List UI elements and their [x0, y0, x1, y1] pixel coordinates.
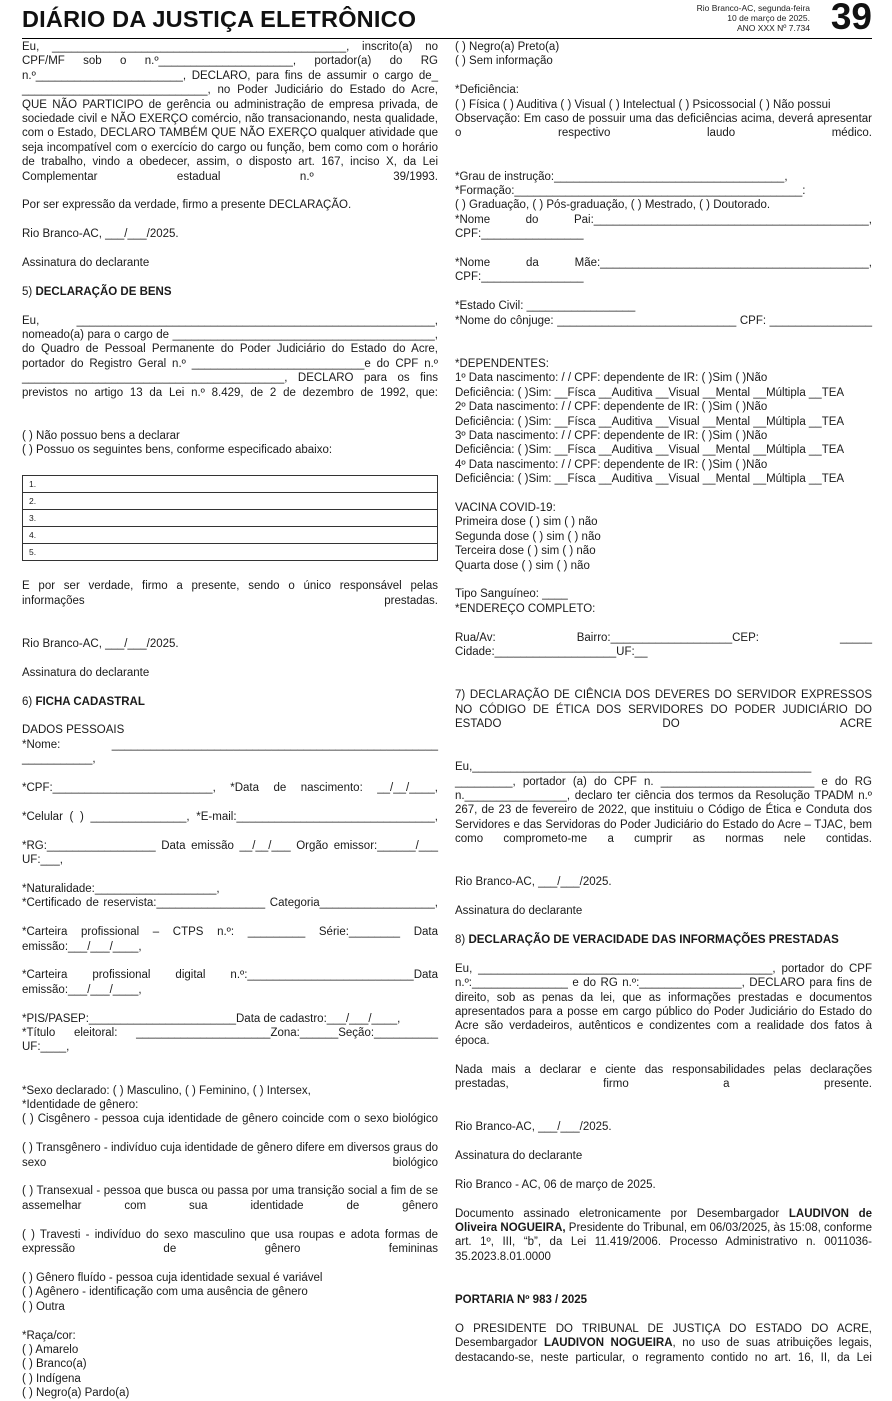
list-item: Terceira dose ( ) sim ( ) não: [455, 545, 596, 558]
portaria-title: PORTARIA Nº 983 / 2025: [455, 1294, 588, 1307]
document-date: Rio Branco - AC, 06 de março de 2025.: [455, 1178, 656, 1191]
list-item: Deficiência: ( )Sim: __Físca __Auditiva __Visual __Mental __Múltipla __TEA: [455, 386, 845, 399]
list-item: Segunda dose ( ) sim ( ) não: [455, 530, 601, 543]
list-item: ( ) Cisgênero - pessoa cuja identidade de gênero coincide com o sexo biológico: [22, 1113, 438, 1126]
section-number: 5): [22, 285, 33, 298]
field-carteira-digital: *Carteira profissional digital n.º:__________________________Data emissão:___/___/____,: [22, 969, 438, 996]
list-item: 1º Data nascimento: / / CPF: dependente de IR: ( )Sim ( )Não: [455, 372, 768, 385]
note-text: O PRESIDENTE DO TRIBUNAL DE JUSTIÇA DO ESTADO DO ACRE, Desembargador: [455, 1322, 872, 1350]
signature-label: Assinatura do declarante: [455, 1150, 583, 1163]
note-text: , no uso de suas atribuições legais, destacando-se, neste particular, o regramento contido no art. 16, II, da Lei: [455, 1337, 873, 1364]
table-row: [23, 544, 438, 561]
section-title: FICHA CADASTRAL: [35, 695, 145, 708]
issue-date: 10 de março de 2025.: [727, 13, 810, 23]
list-item: ( ) Outra: [22, 1300, 65, 1313]
left-column: [22, 40, 438, 1401]
table-row: [23, 510, 438, 527]
list-item: ( ) Travesti - indivíduo do sexo masculino que usa roupas e adota formas de expressão de gênero femininas: [22, 1228, 438, 1256]
note-text: Documento assinado eletronicamente por Desembargador: [455, 1207, 789, 1220]
field-nome-pai: *Nome do Pai:___________________________________________, CPF:________________: [455, 213, 872, 241]
section-title: DECLARAÇÃO DE BENS: [35, 285, 172, 298]
signature-label: Assinatura do declarante: [22, 666, 150, 679]
journal-title: DIÁRIO DA JUSTIÇA ELETRÔNICO: [22, 6, 417, 32]
list-item: Deficiência: ( )Sim: __Físca __Auditiva __Visual __Mental __Múltipla __TEA: [455, 444, 845, 457]
field-nome: *Nome: ___________________________________________________ ___________,: [22, 738, 438, 766]
deficiencia-options: ( ) Física ( ) Auditiva ( ) Visual ( ) Intelectual ( ) Psicossocial ( ) Não possui: [455, 98, 831, 111]
list-item: ( ) Negro(a) Pardo(a): [22, 1387, 130, 1400]
section-title: DECLARAÇÃO DE VERACIDADE DAS INFORMAÇÕES PRESTADAS: [468, 934, 839, 947]
option-has-assets: ( ) Possuo os seguintes bens, conforme especificado abaixo:: [22, 444, 333, 457]
bens-closing: E por ser verdade, firmo a presente, sendo o único responsável pelas informações prestadas.: [22, 580, 438, 607]
date-line: Rio Branco-AC, ___/___/2025.: [22, 228, 179, 241]
field-vacina: VACINA COVID-19:: [455, 501, 556, 514]
signer-name: LAUDIVON NOGUEIRA: [543, 1337, 673, 1350]
field-rua: Rua/Av: Bairro:___________________CEP: _____ Cidade:___________________UF:__: [455, 631, 872, 658]
field-titulo: *Título eleitoral: _____________________Zona:______Seção:__________ UF:____,: [22, 1027, 438, 1054]
field-formacao: *Formação:_____________________________________________:: [455, 185, 806, 198]
list-item: Quarta dose ( ) sim ( ) não: [455, 559, 590, 572]
field-tipo-sanguineo: Tipo Sanguíneo: ____: [455, 588, 568, 601]
table-cell: 5.: [23, 544, 438, 561]
list-item: ( ) Agênero - identificação com uma ausência de gênero: [22, 1286, 308, 1299]
list-item: ( ) Sem informação: [455, 55, 553, 68]
list-item: Deficiência: ( )Sim: __Físca __Auditiva __Visual __Mental __Múltipla __TEA: [455, 415, 845, 428]
bens-declaration-text: Eu, ________________________________________________________, nomeado(a) para o cargo de _________________________________________, do Quadro de Pessoal Permanente do Poder Judiciário do Estado do Acre, portador do Registro Geral n.º ___________________________e do CPF n.º _________________________________________, DECLARO para os fins previstos no artigo 13 da Lei n.º 8.429, de 2 de dezembro de 1992, que:: [22, 314, 438, 399]
issue-date-line: Rio Branco-AC, segunda-feira: [696, 3, 810, 13]
portaria-text: [455, 1322, 872, 1380]
field-naturalidade: *Naturalidade:___________________,: [22, 882, 220, 895]
field-estado-civil: *Estado Civil: _________________: [455, 300, 636, 313]
field-nome-mae: *Nome da Mãe:__________________________________________, CPF:________________: [455, 257, 872, 284]
section-5-heading: [22, 285, 438, 299]
list-item: ( ) Transexual - pessoa que busca ou passa por uma transição social a fim de se assemelhar com sua identidade de gênero: [22, 1185, 438, 1212]
field-celular: *Celular ( ) _______________, *E-mail:_______________________________,: [22, 810, 438, 823]
right-column: [455, 40, 872, 1380]
section-number: 6): [22, 695, 33, 708]
date-line: Rio Branco-AC, ___/___/2025.: [22, 638, 179, 651]
deficiencia-note: Observação: Em caso de possuir uma das deficiências acima, deverá apresentar o respectivo laudo médico.: [455, 113, 872, 140]
table-cell: 3.: [23, 510, 438, 527]
table-row: [23, 527, 438, 544]
field-raca: *Raça/cor:: [22, 1329, 76, 1342]
field-cpf: *CPF:_________________________, *Data de nascimento: __/__/____,: [22, 782, 438, 795]
date-line: Rio Branco-AC, ___/___/2025.: [455, 876, 612, 889]
date-line: Rio Branco-AC, ___/___/2025.: [455, 1121, 612, 1134]
field-deficiencia: *Deficiência:: [455, 84, 519, 97]
field-grau-instrucao: *Grau de instrução:____________________________________,: [455, 170, 788, 183]
formacao-options: ( ) Graduação, ( ) Pós-graduação, ( ) Mestrado, ( ) Doutorado.: [455, 199, 771, 212]
field-identidade: *Identidade de gênero:: [22, 1099, 139, 1112]
field-dependentes: *DEPENDENTES:: [455, 357, 549, 370]
etica-declaration-text: Eu,_____________________________________________________ _________, portador (a) do CPF n. ________________________ e do RG n.________________, declaro ter ciência dos termos da Resolução TPADM n.º 267, de 23 de fevereiro de 2022, que instituiu o Código de Ética e Conduta dos Servidores e das Servidoras do Poder Judiciário do Estado do Acre – TJAC, bem como comprometo-me a cumprir as normas nele contidas.: [455, 761, 872, 846]
table-cell: 2.: [23, 493, 438, 510]
table-cell: 4.: [23, 527, 438, 544]
list-item: ( ) Negro(a) Preto(a): [455, 41, 560, 53]
section-7-heading: 7) DECLARAÇÃO DE CIÊNCIA DOS DEVERES DO SERVIDOR EXPRESSOS NO CÓDIGO DE ÉTICA DOS SERVIDORES DO PODER JUDICIÁRIO DO ESTADO DO ACRE: [455, 689, 872, 730]
electronic-signature-note: [455, 1207, 872, 1279]
list-item: ( ) Branco(a): [22, 1358, 87, 1371]
veracidade-closing: Nada mais a declarar e ciente das responsabilidades pelas declarações prestadas, firmo a presente.: [455, 1063, 872, 1091]
assets-table: [22, 475, 438, 561]
declaration-text: Eu, ______________________________________________, inscrito(a) no CPF/MF sob o n.º_____________________, portador(a) do RG n.º_______________________, DECLARO, para fins de assumir o cargo de_ _____________________________, no Poder Judiciário do Estado do Acre, QUE NÃO PARTICIPO de gerência ou administração de empresa privada, de sociedade civil e NÃO EXERÇO comércio, não transacionando, nesta qualidade, com o Estado, DECLARO TAMBÉM QUE NÃO EXERÇO qualquer atividade que seja incompatível com o exercício do cargo ou função, bem como com o horário de trabalho, vindo a obedecer, assim, o disposto art. 167, inciso X, da Lei Complementar estadual n.º 39/1993.: [22, 41, 438, 183]
field-reservista: *Certificado de reservista:_________________ Categoria__________________,: [22, 897, 438, 910]
list-item: Deficiência: ( )Sim: __Físca __Auditiva __Visual __Mental __Múltipla __TEA: [455, 473, 845, 486]
issue-info: [697, 3, 810, 33]
section-8-heading: [455, 933, 872, 947]
page-header: [22, 0, 872, 39]
veracidade-text: Eu, ______________________________________________, portador do CPF n.º:_______________ e do RG n.º:________________, DECLARO para fins de direito, sob as penas da lei, que as informações prestadas e documentos apresentados para a posse em cargo público do Poder Judiciário do Estado do Acre são verdadeiros, autênticos e condizentes com a realidade dos fatos à época.: [455, 962, 872, 1047]
list-item: ( ) Gênero fluído - pessoa cuja identidade sexual é variável: [22, 1271, 323, 1284]
list-item: ( ) Transgênero - indivíduo cuja identidade de gênero difere em diversos graus do sexo biológico: [22, 1142, 438, 1169]
subsection-label: DADOS PESSOAIS: [22, 724, 125, 737]
list-item: 4º Data nascimento: / / CPF: dependente de IR: ( )Sim ( )Não: [455, 458, 768, 471]
field-sexo: *Sexo declarado: ( ) Masculino, ( ) Feminino, ( ) Intersex,: [22, 1084, 311, 1097]
section-6-heading: [22, 695, 438, 709]
field-rg: *RG:_________________ Data emissão __/__/___ Orgão emissor:______/___ UF:___,: [22, 839, 438, 867]
list-item: 3º Data nascimento: / / CPF: dependente de IR: ( )Sim ( )Não: [455, 429, 768, 442]
list-item: ( ) Indígena: [22, 1372, 81, 1385]
field-pis: *PIS/PASEP:_______________________Data de cadastro:___/___/____,: [22, 1012, 401, 1025]
field-conjuge: *Nome do cônjuge: ____________________________ CPF: ________________: [455, 314, 872, 327]
field-endereco: *ENDEREÇO COMPLETO:: [455, 602, 596, 615]
section-number: 8): [455, 934, 466, 947]
declaration-closing: Por ser expressão da verdade, firmo a presente DECLARAÇÃO.: [22, 199, 352, 212]
list-item: 2º Data nascimento: / / CPF: dependente de IR: ( )Sim ( )Não: [455, 401, 768, 414]
signature-label: Assinatura do declarante: [22, 257, 150, 270]
list-item: Primeira dose ( ) sim ( ) não: [455, 516, 598, 529]
option-no-assets: ( ) Não possuo bens a declarar: [22, 429, 180, 442]
table-row: [23, 493, 438, 510]
signature-label: Assinatura do declarante: [455, 905, 583, 918]
signer-name: LAUDIVON de Oliveira NOGUEIRA,: [455, 1207, 872, 1235]
issue-number: ANO XXX Nº 7.734: [736, 23, 810, 33]
table-row: [23, 476, 438, 493]
list-item: ( ) Amarelo: [22, 1343, 79, 1356]
note-text: Presidente do Tribunal, em 06/03/2025, às 15:08, conforme art. 1º, III, “b”, da Lei 11.419/2006. Processo Administrativo n. 0011036-35.2023.8.01.0000: [455, 1222, 872, 1263]
table-cell: 1.: [23, 476, 438, 493]
page-number: 39: [830, 0, 872, 37]
field-ctps: *Carteira profissional – CTPS n.º: _________ Série:________ Data emissão:___/___/____,: [22, 926, 438, 953]
